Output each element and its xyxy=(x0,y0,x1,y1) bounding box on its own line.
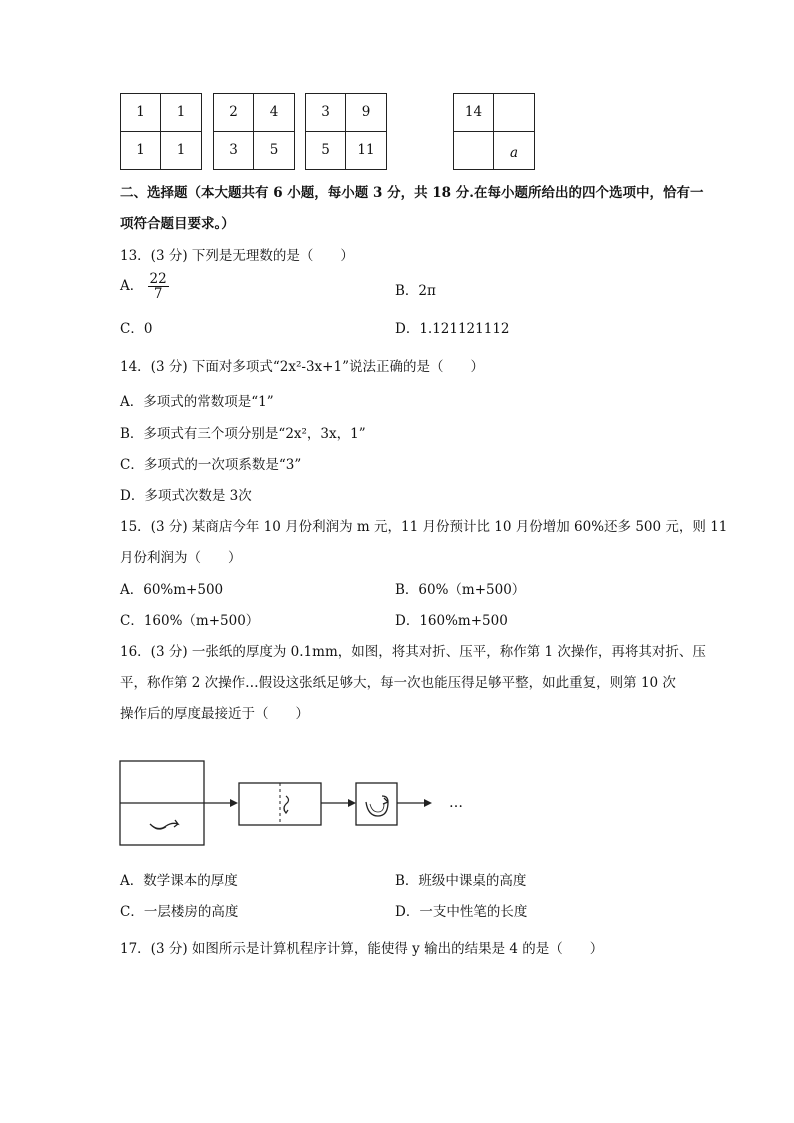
fraction-denominator: 7 xyxy=(153,286,163,302)
grid-cell: 1 xyxy=(121,132,161,170)
section-header-line1: 二、选择题（本大题共有 6 小题，每小题 3 分，共 18 分.在每小题所给出的四个选项中，恰有一 xyxy=(120,185,704,201)
fold-arrow-icon xyxy=(284,796,289,813)
q16-option-c: C．一层楼房的高度 xyxy=(120,904,239,920)
fold-arrow-icon xyxy=(366,796,388,816)
q13-option-b: B．2π xyxy=(395,283,436,299)
grid-cell: 1 xyxy=(121,94,161,132)
grid-cell: 3 xyxy=(214,132,254,170)
question-13-stem: 13．(3 分) 下列是无理数的是（ ） xyxy=(120,248,354,264)
q16-option-b: B．班级中课桌的高度 xyxy=(395,873,527,889)
grid-cell: 5 xyxy=(269,142,279,159)
q13-option-a xyxy=(120,272,169,301)
q15-option-a: A．60%m+500 xyxy=(120,582,224,598)
grid-cell: a xyxy=(509,145,519,161)
fraction xyxy=(148,272,169,301)
q14-option-d: D．多项式次数是 3次 xyxy=(120,488,252,504)
q14-option-b: B．多项式有三个项分别是“2x²，3x，1” xyxy=(120,426,366,442)
question-15-stem-line1: 15．(3 分) 某商店今年 10 月份利润为 m 元，11 月份预计比 10 月份增加 60%还多 500 元，则 11 xyxy=(120,519,728,535)
section-header-line2: 项符合题目要求。） xyxy=(120,216,235,232)
question-14-stem: 14．(3 分) 下面对多项式“2x²-3x+1”说法正确的是（ ） xyxy=(120,359,484,375)
q15-option-c: C．160%（m+500） xyxy=(120,613,260,629)
fraction-numerator: 22 xyxy=(149,271,167,287)
grid-cell: 1 xyxy=(161,94,201,132)
question-16-stem-line3: 操作后的厚度最接近于（ ） xyxy=(120,706,309,722)
paper-folding-diagram xyxy=(118,758,478,858)
grid-cell: 2 xyxy=(214,94,254,132)
number-grid-2 xyxy=(213,93,295,170)
grid-cell: 1 xyxy=(176,142,186,159)
q13-option-c: C．0 xyxy=(120,321,153,337)
q13-option-d: D．1.121121112 xyxy=(395,321,510,337)
number-grid-1 xyxy=(120,93,202,170)
q16-option-d: D．一支中性笔的长度 xyxy=(395,904,528,920)
grid-cell: 4 xyxy=(254,94,294,132)
grid-cell: 3 xyxy=(306,94,346,132)
q15-option-d: D．160%m+500 xyxy=(395,613,508,629)
diagram-ellipsis: … xyxy=(449,795,463,811)
grid-cell xyxy=(454,132,494,170)
grid-cell xyxy=(494,94,534,132)
question-16-stem-line2: 平，称作第 2 次操作…假设这张纸足够大，每一次也能压得足够平整，如此重复，则第 10 次 xyxy=(120,675,676,691)
question-15-stem-line2: 月份利润为（ ） xyxy=(120,550,242,566)
fold-arrow-icon xyxy=(150,820,178,829)
number-grid-4 xyxy=(453,93,535,170)
number-grid-3 xyxy=(305,93,387,170)
grid-cell: 14 xyxy=(454,94,494,132)
q15-option-b: B．60%（m+500） xyxy=(395,582,526,598)
grid-cell: 9 xyxy=(346,94,386,132)
q14-option-c: C．多项式的一次项系数是“3” xyxy=(120,457,302,473)
grid-cell: 11 xyxy=(357,142,375,159)
question-17-stem: 17．(3 分) 如图所示是计算机程序计算，能使得 y 输出的结果是 4 的是（ ） xyxy=(120,941,604,957)
grid-cell: 5 xyxy=(306,132,346,170)
folded-square xyxy=(356,783,397,825)
q14-option-a: A．多项式的常数项是“1” xyxy=(120,394,274,410)
question-16-stem-line1: 16．(3 分) 一张纸的厚度为 0.1mm，如图，将其对折、压平，称作第 1 次操作，再将其对折、压 xyxy=(120,644,706,660)
q13-option-a-prefix: A． xyxy=(120,278,144,294)
q16-option-a: A．数学课本的厚度 xyxy=(120,873,238,889)
